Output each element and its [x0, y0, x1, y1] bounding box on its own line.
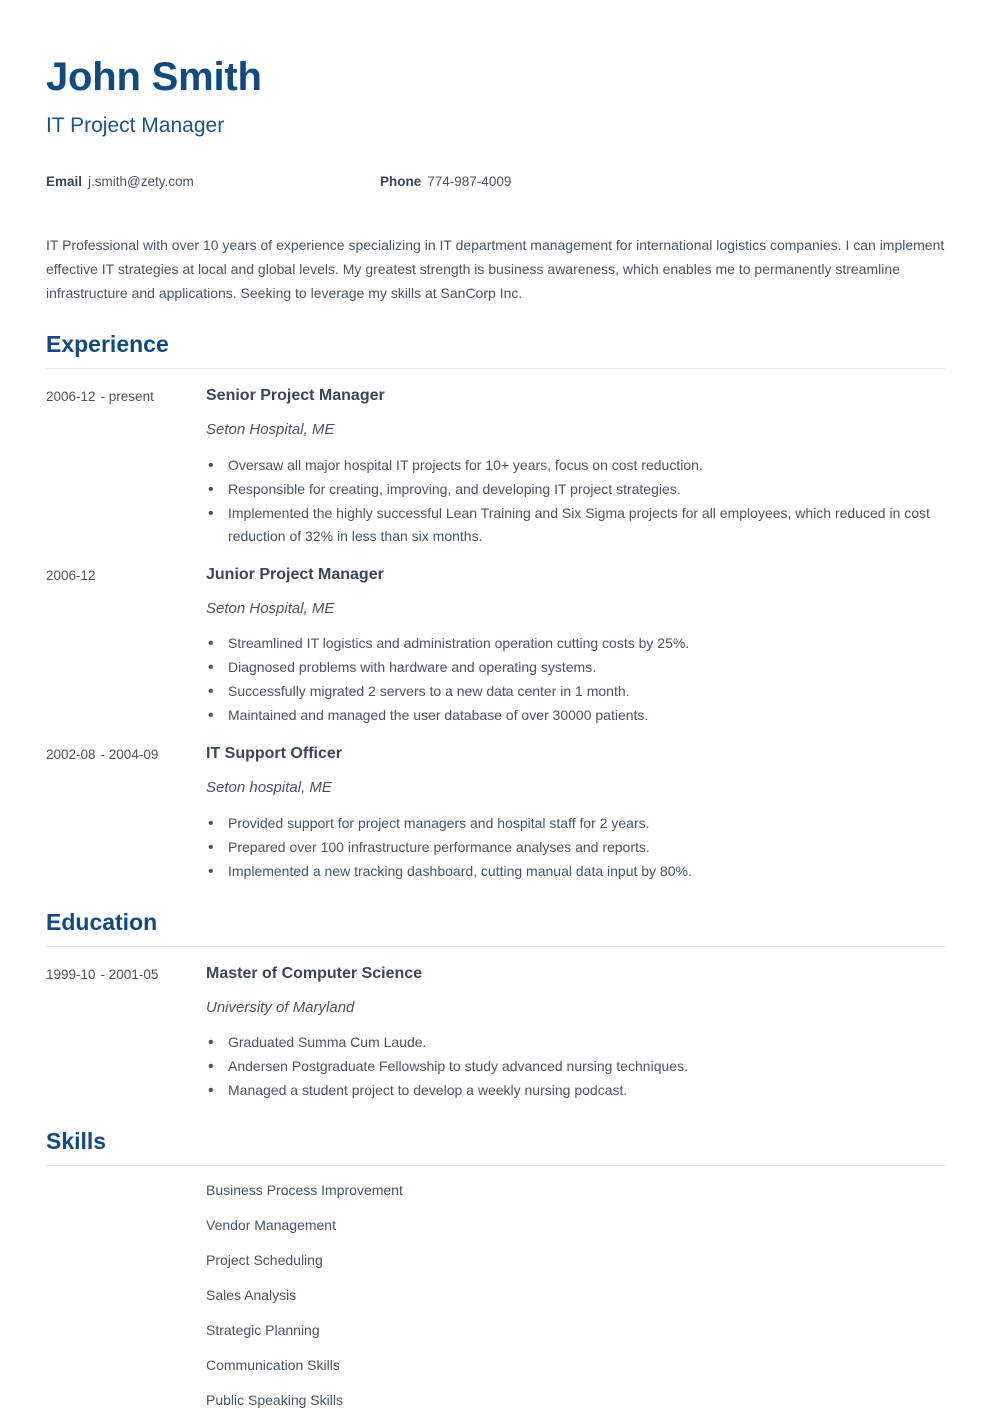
bullet-text: Responsible for creating, improving, and developing IT project strategies. — [228, 480, 681, 497]
entry-date-range — [46, 386, 206, 548]
bullet-item — [206, 478, 945, 501]
bullet-item — [206, 656, 945, 679]
contact-email-label: Email — [46, 174, 83, 190]
entry-date-end: - 2004-09 — [100, 747, 159, 763]
skill-item: Communication Skills — [206, 1356, 340, 1373]
entry-bullet-list — [206, 812, 945, 883]
skill-item: Project Scheduling — [206, 1251, 323, 1268]
bullet-dot-icon: • — [208, 1082, 214, 1100]
contact-row — [46, 174, 945, 192]
bullet-text: Diagnosed problems with hardware and operating systems. — [228, 659, 597, 676]
skill-item: Public Speaking Skills — [206, 1391, 343, 1408]
entry-date-start: 2006-12 — [46, 388, 96, 404]
entry-date-start: 2006-12 — [46, 567, 96, 583]
bullet-item — [206, 860, 945, 883]
entry-role: IT Support Officer — [206, 745, 342, 763]
bullet-dot-icon: • — [208, 683, 214, 701]
bullet-item — [206, 680, 945, 703]
bullet-dot-icon: • — [208, 504, 214, 522]
experience-entry — [46, 386, 945, 548]
skill-item: Sales Analysis — [206, 1286, 297, 1303]
bullet-item — [206, 1055, 945, 1078]
entry-institution: University of Maryland — [206, 998, 355, 1016]
entry-date-end: - present — [100, 388, 154, 404]
bullet-item — [206, 502, 945, 548]
bullet-text: Andersen Postgraduate Fellowship to study advanced nursing techniques. — [228, 1058, 688, 1075]
entry-body — [206, 386, 945, 548]
bullet-dot-icon: • — [208, 1034, 214, 1052]
entry-date-start: 2002-08 — [46, 747, 96, 763]
entry-date-end: - 2001-05 — [100, 966, 159, 982]
bullet-dot-icon: • — [208, 659, 214, 677]
contact-email — [46, 174, 194, 189]
section-title-education: Education — [46, 909, 158, 936]
bullet-dot-icon: • — [208, 863, 214, 881]
bullet-dot-icon: • — [208, 456, 214, 474]
entry-body — [206, 964, 945, 1103]
bullet-text: Successfully migrated 2 servers to a new data center in 1 month. — [228, 683, 630, 700]
bullet-item — [206, 704, 945, 727]
entry-body — [206, 565, 945, 728]
contact-phone — [380, 174, 511, 189]
bullet-item — [206, 454, 945, 477]
entry-body — [206, 744, 945, 883]
bullet-item — [206, 836, 945, 859]
bullet-dot-icon: • — [208, 635, 214, 653]
bullet-item — [206, 812, 945, 835]
contact-phone-label: Phone — [380, 174, 422, 190]
contact-phone-value[interactable]: 774-987-4009 — [427, 174, 512, 190]
entry-organization: Seton hospital, ME — [206, 779, 332, 797]
entry-date-range — [46, 964, 206, 1103]
section-experience — [46, 331, 945, 883]
bullet-text: Graduated Summa Cum Laude. — [228, 1034, 427, 1051]
bullet-dot-icon: • — [208, 815, 214, 833]
skill-item: Vendor Management — [206, 1216, 336, 1233]
education-entry — [46, 964, 945, 1103]
section-divider — [46, 946, 945, 947]
professional-summary: IT Professional with over 10 years of experience specializing in IT department management for international logistics companies. I can implement effective IT strategies at local and global levels. My greatest strength is business awareness, which enables me to permanently streamline infrastructure and applications. Seeking to leverage my skills at SanCorp Inc. — [46, 237, 945, 302]
bullet-item — [206, 1031, 945, 1054]
bullet-dot-icon: • — [208, 1058, 214, 1076]
experience-entry — [46, 744, 945, 883]
skill-item: Strategic Planning — [206, 1321, 320, 1338]
section-title-skills: Skills — [46, 1128, 107, 1155]
entry-role: Junior Project Manager — [206, 565, 384, 583]
section-title-experience: Experience — [46, 331, 169, 358]
section-divider — [46, 1165, 945, 1166]
resume-header — [46, 55, 945, 192]
contact-email-value[interactable]: j.smith@zety.com — [88, 174, 194, 190]
bullet-text: Maintained and managed the user database of over 30000 patients. — [228, 707, 649, 724]
bullet-dot-icon: • — [208, 480, 214, 498]
bullet-text: Prepared over 100 infrastructure performance analyses and reports. — [228, 839, 650, 856]
section-divider — [46, 368, 945, 369]
entry-bullet-list — [206, 454, 945, 548]
entry-date-range — [46, 565, 206, 728]
bullet-item — [206, 632, 945, 655]
entry-organization: Seton Hospital, ME — [206, 420, 335, 438]
bullet-dot-icon: • — [208, 839, 214, 857]
candidate-name: John Smith — [46, 55, 262, 99]
skill-item: Business Process Improvement — [206, 1181, 403, 1198]
section-skills — [46, 1128, 945, 1409]
section-education — [46, 909, 945, 1102]
entry-date-start: 1999-10 — [46, 966, 96, 982]
entry-role: Senior Project Manager — [206, 386, 385, 404]
bullet-text: Oversaw all major hospital IT projects for 10+ years, focus on cost reduction. — [228, 456, 703, 473]
bullet-item — [206, 1079, 945, 1102]
entry-organization: Seton Hospital, ME — [206, 599, 335, 617]
candidate-job-title: IT Project Manager — [46, 114, 225, 137]
entry-date-range — [46, 744, 206, 883]
bullet-text: Implemented a new tracking dashboard, cutting manual data input by 80%. — [228, 863, 692, 880]
skills-list — [46, 1181, 945, 1409]
bullet-text: Managed a student project to develop a weekly nursing podcast. — [228, 1082, 628, 1099]
bullet-text: Implemented the highly successful Lean Training and Six Sigma projects for all employees, which reduced in cost reduction of 32% in less than six months. — [228, 504, 930, 544]
bullet-text: Provided support for project managers and hospital staff for 2 years. — [228, 815, 650, 832]
bullet-text: Streamlined IT logistics and administration operation cutting costs by 25%. — [228, 635, 690, 652]
bullet-dot-icon: • — [208, 707, 214, 725]
entry-degree: Master of Computer Science — [206, 964, 423, 982]
entry-bullet-list — [206, 1031, 945, 1102]
entry-bullet-list — [206, 632, 945, 727]
experience-entry — [46, 565, 945, 728]
